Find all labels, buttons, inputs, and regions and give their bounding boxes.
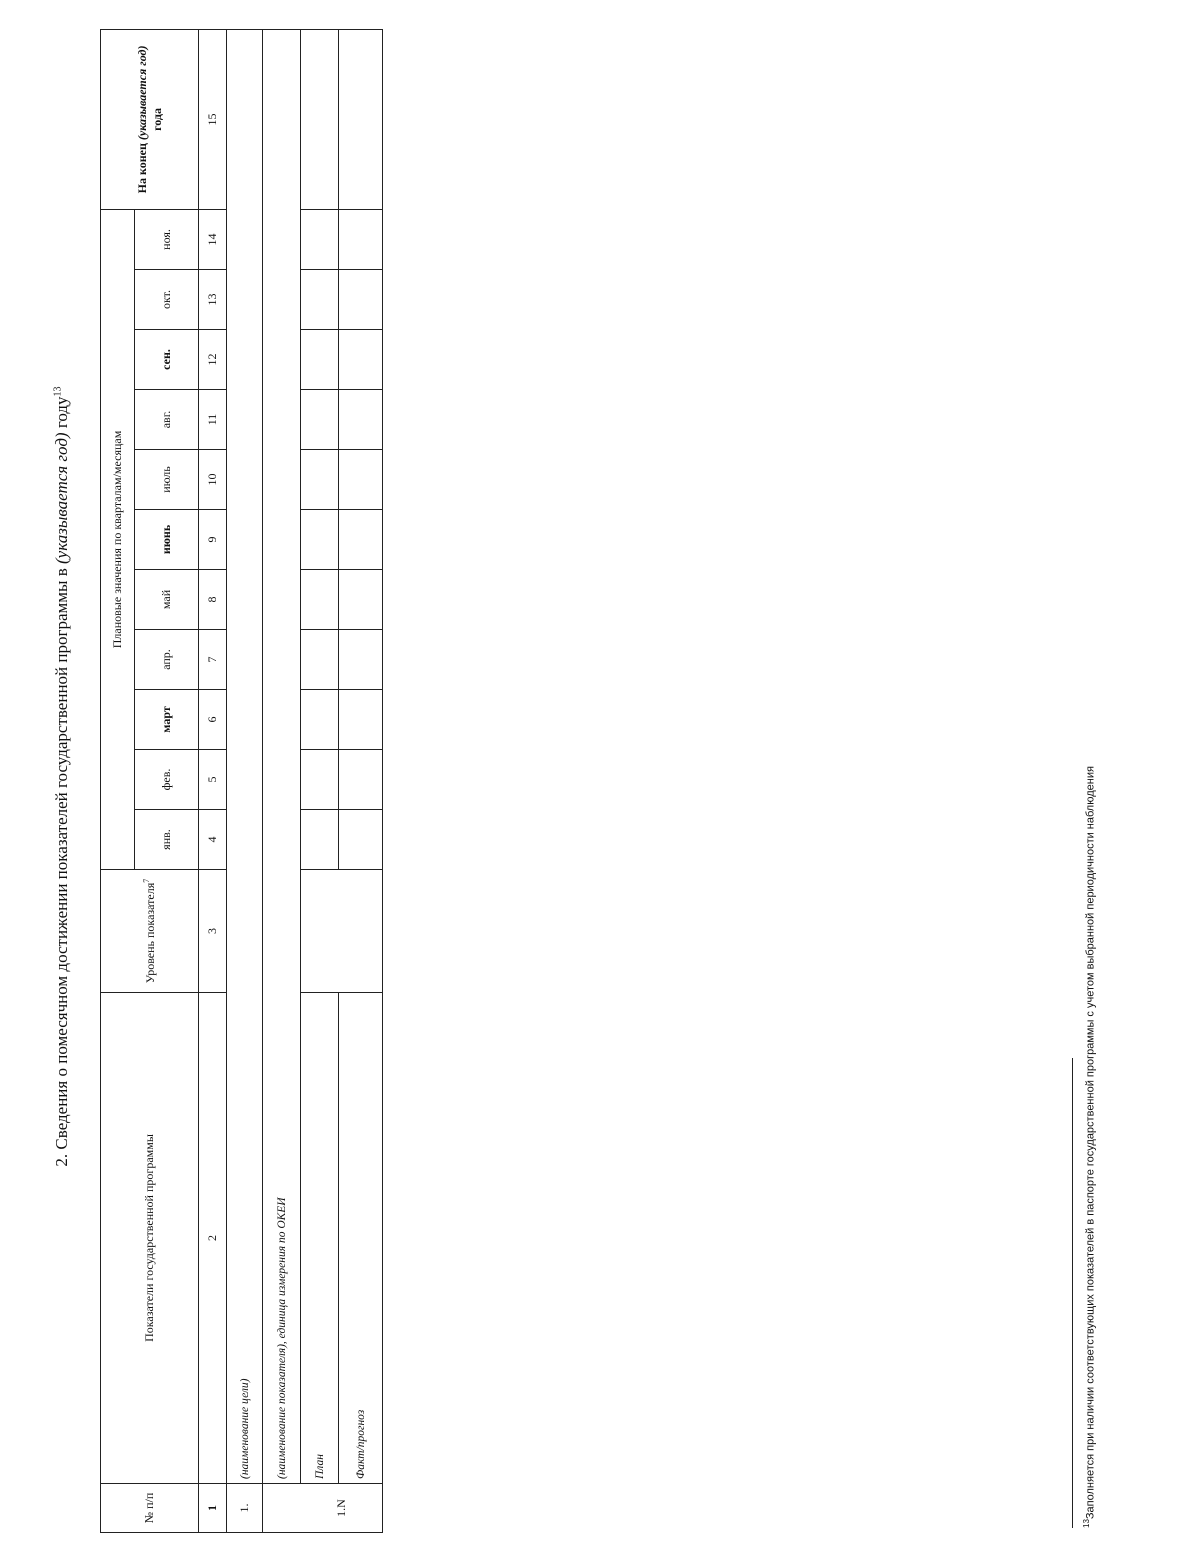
fact-value-cell — [339, 29, 383, 209]
plan-value-cell — [301, 810, 339, 870]
month-apr: апр. — [135, 630, 199, 690]
column-number-row — [199, 29, 227, 1532]
header-end-of-year: На конец (указывается год) года — [101, 29, 199, 209]
month-may: май — [135, 570, 199, 630]
footnote-text: Заполняется при наличии соответствующих показателей в паспорте государственной программы с учетом выбранной периодичности наблюдения — [1084, 766, 1097, 1520]
title-text: 2. Сведения о помесячном достижении показателей государственной программы в — [52, 564, 71, 1167]
indicator-label: (наименование показателя), единица измерения по ОКЕИ — [263, 29, 301, 1483]
fact-value-cell — [339, 810, 383, 870]
col-num-5: 5 — [199, 750, 227, 810]
fact-value-cell — [339, 630, 383, 690]
indicator-num-cell — [263, 1484, 301, 1533]
month-sep: сен. — [135, 330, 199, 390]
month-aug: авг. — [135, 390, 199, 450]
col-num-2: 2 — [199, 993, 227, 1484]
fact-value-cell — [339, 570, 383, 630]
indicator-row — [263, 29, 301, 1532]
header-row-top — [101, 29, 135, 1532]
fact-row — [339, 29, 383, 1532]
month-oct: окт. — [135, 270, 199, 330]
footnote — [1082, 48, 1097, 1528]
title-footnote-ref: 13 — [52, 386, 64, 397]
month-jul: июль — [135, 450, 199, 510]
col-num-13: 13 — [199, 270, 227, 330]
month-jan: янв. — [135, 810, 199, 870]
fact-label: Факт/прогноз — [339, 993, 383, 1484]
month-mar: март — [135, 690, 199, 750]
footnote-ref: 13 — [1082, 1519, 1091, 1528]
indicators-table — [100, 29, 383, 1533]
plan-value-cell — [301, 390, 339, 450]
header-num: № п/п — [101, 1484, 199, 1533]
col-num-6: 6 — [199, 690, 227, 750]
col-num-12: 12 — [199, 330, 227, 390]
level-value-cell — [301, 870, 383, 993]
col-num-10: 10 — [199, 450, 227, 510]
plan-value-cell — [301, 450, 339, 510]
plan-value-cell — [301, 570, 339, 630]
goal-label: (наименование цели) — [227, 29, 263, 1483]
month-feb: фев. — [135, 750, 199, 810]
fact-value-cell — [339, 390, 383, 450]
col-num-14: 14 — [199, 209, 227, 269]
header-planned-values: Плановые значения по кварталам/месяцам — [101, 209, 135, 869]
month-jun: июнь — [135, 510, 199, 570]
plan-value-cell — [301, 690, 339, 750]
title-suffix: году — [52, 396, 71, 433]
header-indicators: Показатели государственной программы — [101, 993, 199, 1484]
plan-row — [301, 29, 339, 1532]
goal-num: 1. — [227, 1484, 263, 1533]
fact-value-cell — [339, 510, 383, 570]
plan-value-cell — [301, 750, 339, 810]
fact-value-cell — [339, 690, 383, 750]
col-num-11: 11 — [199, 390, 227, 450]
col-num-1: 1 — [199, 1484, 227, 1533]
plan-value-cell — [301, 270, 339, 330]
col-num-3: 3 — [199, 870, 227, 993]
fact-value-cell — [339, 450, 383, 510]
col-num-8: 8 — [199, 570, 227, 630]
plan-value-cell — [301, 29, 339, 209]
col-num-7: 7 — [199, 630, 227, 690]
title-italic-text: (указывается год) — [52, 432, 71, 565]
plan-label: План — [301, 993, 339, 1484]
plan-value-cell — [301, 209, 339, 269]
plan-num: 1.N — [301, 1484, 383, 1533]
plan-value-cell — [301, 330, 339, 390]
month-nov: ноя. — [135, 209, 199, 269]
fact-value-cell — [339, 270, 383, 330]
page-title — [52, 0, 72, 1553]
fact-value-cell — [339, 750, 383, 810]
fact-value-cell — [339, 330, 383, 390]
plan-value-cell — [301, 510, 339, 570]
fact-value-cell — [339, 209, 383, 269]
footnote-divider — [1072, 1058, 1073, 1528]
col-num-9: 9 — [199, 510, 227, 570]
goal-row — [227, 29, 263, 1532]
plan-value-cell — [301, 630, 339, 690]
col-num-4: 4 — [199, 810, 227, 870]
header-level: Уровень показателя$^7$ — [101, 870, 199, 993]
col-num-15: 15 — [199, 29, 227, 209]
